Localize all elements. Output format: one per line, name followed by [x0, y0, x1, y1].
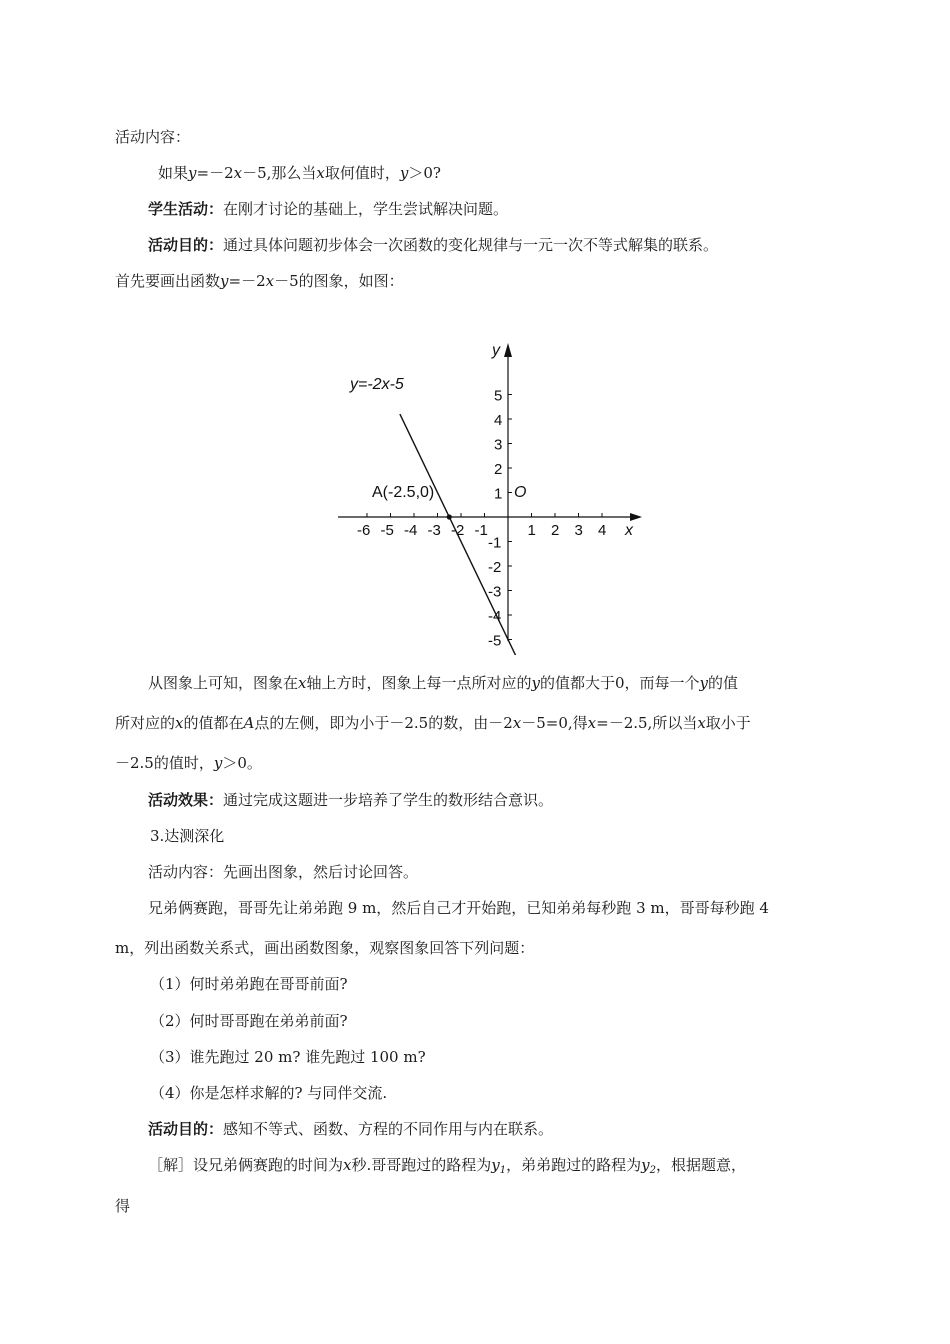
- x-tick-label: 1: [527, 522, 536, 539]
- y-axis-arrow: [504, 343, 512, 357]
- question-2: （2）何时哥哥跑在弟弟前面?: [150, 1012, 348, 1030]
- text: －2.5的值时，: [115, 754, 214, 772]
- label: 活动目的：: [148, 236, 224, 254]
- text: 如果: [158, 164, 189, 182]
- activity-purpose-line: [148, 235, 718, 255]
- text: －5的图象，如图：: [274, 272, 404, 290]
- y-axis-label: y: [492, 342, 500, 359]
- problem-line-2: m，列出函数关系式，画出函数图象，观察图象回答下列问题：: [115, 939, 535, 957]
- text: ＞0?: [408, 164, 441, 182]
- text: =－2: [228, 272, 266, 290]
- x-tick-label: -5: [380, 522, 394, 539]
- function-label: y=-2x-5: [350, 376, 404, 393]
- subscript: 1: [499, 1165, 507, 1176]
- var-x: x: [343, 1156, 352, 1174]
- label: 学生活动：: [148, 200, 224, 218]
- var-x: x: [233, 164, 243, 182]
- y-tick-label: 2: [494, 461, 503, 478]
- y-tick-label: 3: [494, 436, 503, 454]
- var-x: x: [316, 164, 325, 182]
- question-3: （3）谁先跑过 20 m? 谁先跑过 100 m?: [150, 1048, 426, 1066]
- student-activity-line: [148, 199, 508, 219]
- text: ［解］设兄弟俩赛跑的时间为: [148, 1156, 344, 1174]
- text: 秒.哥哥跑过的路程为: [351, 1156, 492, 1174]
- text: 的值都大于0，而每一个: [539, 674, 700, 692]
- var-x: x: [512, 714, 522, 732]
- text: =－2: [196, 164, 234, 182]
- x-axis-arrow: [630, 513, 642, 521]
- y-tick-label: 5: [494, 387, 503, 405]
- var-x: x: [697, 714, 706, 732]
- x-tick-label: -2: [451, 522, 465, 539]
- point-a-label: A(-2.5,0): [372, 484, 435, 501]
- text: 点的左侧，即为小于－2.5的数，由－2: [254, 714, 513, 732]
- var-y: y: [399, 164, 409, 182]
- y-tick-label: -5: [488, 632, 502, 650]
- label: 活动目的：: [148, 1120, 224, 1138]
- var-y: y: [188, 164, 197, 182]
- x-tick-label: -3: [427, 522, 441, 539]
- question-1: （1）何时弟弟跑在哥哥前面?: [150, 975, 348, 993]
- origin-label: O: [514, 484, 527, 501]
- var-y: y: [699, 674, 709, 692]
- explanation-line-2: [115, 713, 751, 733]
- point-a: A: [243, 714, 255, 732]
- var-y: y: [213, 754, 223, 772]
- text: －5,那么当: [242, 164, 317, 182]
- explanation-line-1: [148, 673, 738, 693]
- x-tick-label: -4: [404, 522, 418, 539]
- explanation-line-3: [115, 753, 262, 773]
- text: －5=0,得: [521, 714, 588, 732]
- text: ，弟弟跑过的路程为: [506, 1156, 642, 1174]
- text: ，根据题意，: [656, 1156, 747, 1174]
- var-y1: y: [491, 1156, 500, 1174]
- text: 取小于: [705, 714, 751, 732]
- y-tick-label: -1: [488, 534, 502, 552]
- activity-purpose-line-2: [148, 1119, 553, 1139]
- text: 从图象上可知，图象在: [148, 674, 299, 692]
- y-tick-label: -4: [488, 608, 502, 625]
- var-y2: y: [641, 1156, 650, 1174]
- point-a-marker: [447, 514, 452, 519]
- intro-graph-line: [115, 271, 404, 291]
- x-tick-label: -1: [474, 522, 488, 539]
- text: 的值都在: [183, 714, 244, 732]
- activity-effect-line: [148, 790, 553, 810]
- var-x: x: [587, 714, 597, 732]
- text: 在刚才讨论的基础上，学生尝试解决问题。: [223, 200, 509, 218]
- label: 活动效果：: [148, 791, 224, 809]
- activity-content-label: 活动内容：: [115, 128, 191, 146]
- x-tick-label: -6: [357, 522, 371, 539]
- text: 取何值时，: [324, 164, 400, 182]
- text: 轴上方时，图象上每一点所对应的: [306, 674, 532, 692]
- activity-content-line: 活动内容：先画出图象，然后讨论回答。: [148, 863, 419, 881]
- text: =－2.5,所以当: [596, 714, 698, 732]
- text: 所对应的: [115, 714, 176, 732]
- question-line: [158, 163, 441, 183]
- y-tick-label: -2: [488, 559, 502, 576]
- x-axis-label: x: [625, 522, 633, 539]
- solution-line-2: 得: [115, 1197, 131, 1215]
- var-x: x: [175, 714, 184, 732]
- var-y: y: [531, 674, 540, 692]
- var-x: x: [265, 272, 275, 290]
- section-heading: 3.达测深化: [150, 827, 225, 845]
- text: 感知不等式、函数、方程的不同作用与内在联系。: [223, 1120, 554, 1138]
- var-y: y: [220, 272, 229, 290]
- subscript: 2: [649, 1165, 656, 1176]
- question-4: （4）你是怎样求解的? 与同伴交流.: [150, 1084, 388, 1102]
- y-tick-label: 4: [494, 412, 503, 429]
- text: 首先要画出函数: [115, 272, 221, 290]
- function-graph: [330, 335, 650, 655]
- text: 通过完成这题进一步培养了学生的数形结合意识。: [223, 791, 554, 809]
- x-tick-label: 2: [551, 522, 560, 539]
- text: 通过具体问题初步体会一次函数的变化规律与一元一次不等式解集的联系。: [223, 236, 719, 254]
- text: 的值: [708, 674, 739, 692]
- y-tick-label: -3: [488, 583, 502, 601]
- x-tick-label: 4: [598, 522, 607, 539]
- var-x: x: [298, 674, 307, 692]
- text: ＞0。: [222, 754, 262, 772]
- problem-line-1: 兄弟俩赛跑，哥哥先让弟弟跑 9 m，然后自己才开始跑，已知弟弟每秒跑 3 m，哥哥每秒跑 4: [148, 899, 769, 917]
- y-tick-label: 1: [494, 485, 503, 503]
- x-tick-label: 3: [574, 522, 583, 539]
- solution-line: [148, 1155, 746, 1181]
